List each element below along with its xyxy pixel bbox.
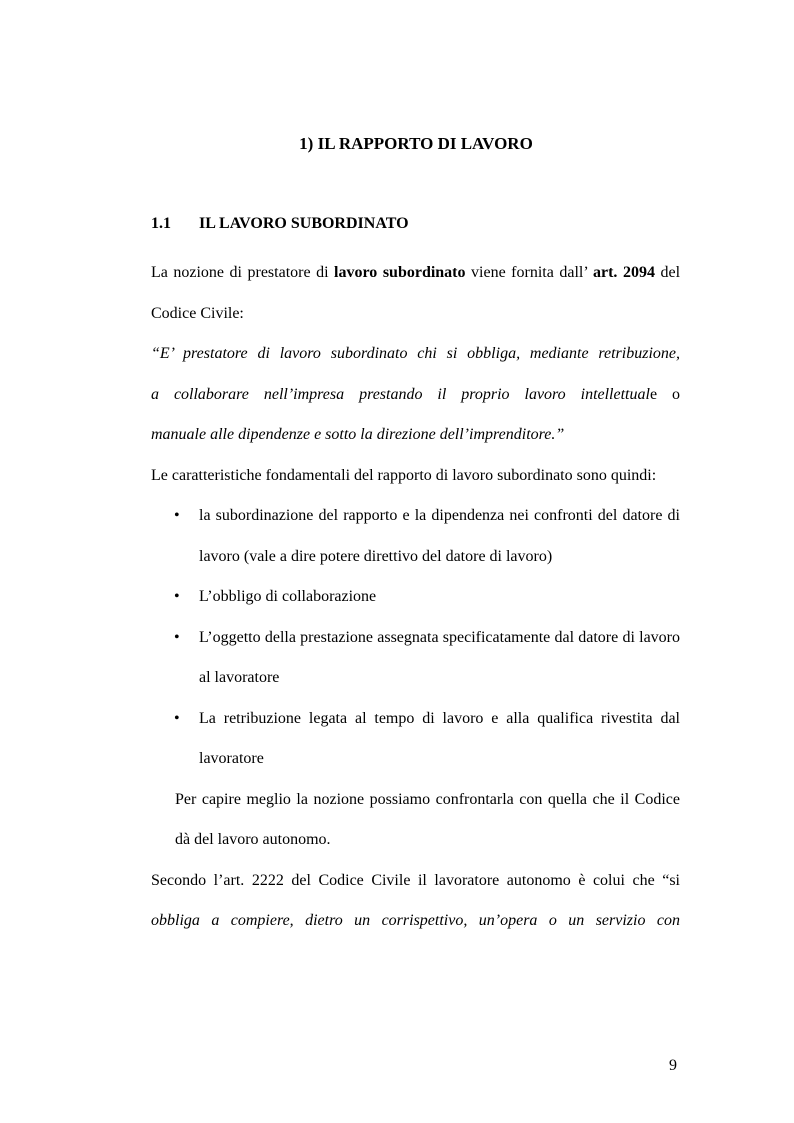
art2222-paragraph	[151, 861, 680, 942]
bullet-icon: •	[174, 588, 180, 605]
list-item-text: la subordinazione del rapporto e la dipendenza nei confronti del datore di lavoro (vale a dire potere direttivo del datore di lavoro)	[199, 507, 680, 565]
section-title: IL LAVORO SUBORDINATO	[199, 215, 409, 232]
quote-line-2	[151, 375, 680, 416]
list-item-text: L’obbligo di collaborazione	[199, 588, 377, 605]
section-heading	[151, 213, 409, 235]
intro-bold-article: art. 2094	[593, 264, 655, 281]
list-item	[151, 496, 680, 577]
intro-bold-term: lavoro subordinato	[334, 264, 466, 281]
quote-line-2-roman: e o	[649, 385, 680, 403]
characteristics-list	[151, 496, 680, 780]
intro-text-2: viene fornita dall’	[465, 264, 593, 281]
quote-line-2-italic: a collaborare nell’impresa prestando il proprio lavoro intellettual	[151, 385, 650, 403]
list-item-text: L’oggetto della prestazione assegnata specificatamente dal datore di lavoro al lavoratore	[199, 628, 680, 686]
quote-line-1: “E’ prestatore di lavoro subordinato chi si obbliga, mediante retribuzione,	[151, 345, 680, 362]
quote-line-3: manuale alle dipendenze e sotto la direzione dell’imprenditore.”	[151, 426, 565, 443]
comparison-paragraph: Per capire meglio la nozione possiamo confrontarla con quella che il Codice dà del lavoro autonomo.	[175, 790, 680, 848]
intro-text-1: La nozione di prestatore di	[151, 264, 335, 281]
characteristics-intro: Le caratteristiche fondamentali del rapporto di lavoro subordinato sono quindi:	[151, 466, 657, 484]
quote-block	[151, 334, 680, 456]
bullet-icon: •	[174, 709, 180, 727]
art2222-line-2: obbliga a compiere, dietro un corrispettivo, un’opera o un servizio con	[151, 912, 680, 929]
intro-paragraph	[151, 253, 680, 334]
list-item	[151, 577, 680, 618]
bullet-icon: •	[174, 628, 180, 646]
body-text	[151, 253, 680, 942]
intro-text-3: del Codice Civile:	[151, 264, 681, 322]
section-number: 1.1	[151, 215, 171, 232]
list-item-text: La retribuzione legata al tempo di lavoro e alla qualifica rivestita dal lavoratore	[199, 709, 680, 767]
list-item	[151, 699, 680, 780]
page-number: 9	[669, 1057, 677, 1074]
bullet-icon: •	[174, 507, 180, 524]
list-item	[151, 618, 680, 699]
art2222-line-1: Secondo l’art. 2222 del Codice Civile il lavoratore autonomo è colui che “si	[151, 871, 680, 889]
chapter-title: 1) IL RAPPORTO DI LAVORO	[299, 134, 533, 153]
